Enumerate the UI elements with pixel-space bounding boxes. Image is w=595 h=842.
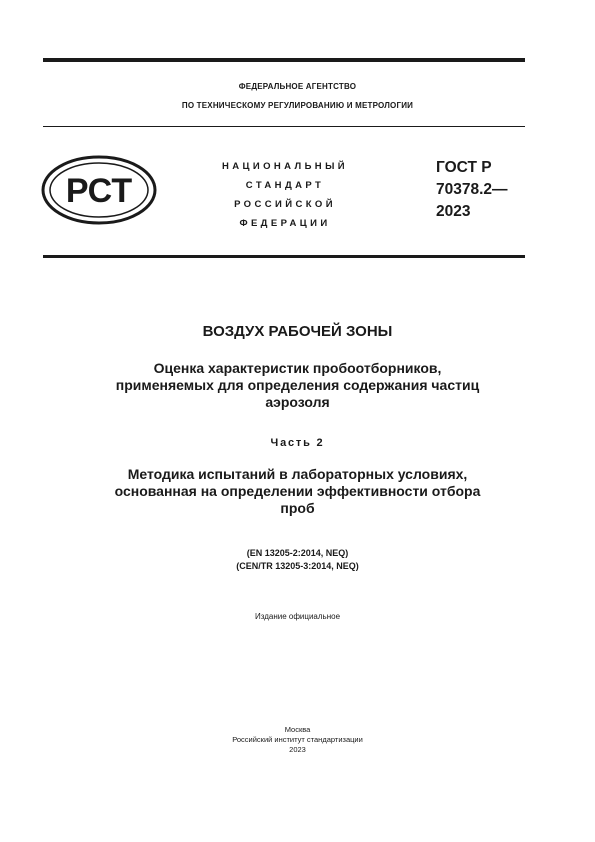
standard-type-line-1: НАЦИОНАЛЬНЫЙ bbox=[222, 161, 348, 172]
part-number: Часть 2 bbox=[270, 437, 325, 449]
part-title-line-1: Методика испытаний в лабораторных условиях, bbox=[127, 466, 468, 482]
reference-1: (EN 13205-2:2014, NEQ) bbox=[246, 548, 349, 558]
designation-line-2: 70378.2— bbox=[436, 181, 508, 198]
imprint-publisher: Российский институт стандартизации bbox=[232, 735, 363, 744]
document-subtitle bbox=[40, 360, 555, 411]
agency-line-2: ПО ТЕХНИЧЕСКОМУ РЕГУЛИРОВАНИЮ И МЕТРОЛОГИИ bbox=[181, 101, 414, 110]
document-title: ВОЗДУХ РАБОЧЕЙ ЗОНЫ bbox=[202, 323, 393, 340]
subtitle-line-2: применяемых для определения содержания частиц bbox=[115, 377, 480, 393]
designation-line-1: ГОСТ Р bbox=[436, 159, 492, 176]
agency-underline bbox=[43, 126, 525, 127]
imprint-year: 2023 bbox=[289, 745, 306, 754]
agency-line-1: ФЕДЕРАЛЬНОЕ АГЕНТСТВО bbox=[238, 82, 357, 91]
edition-note: Издание официальное bbox=[254, 612, 341, 621]
imprint-city: Москва bbox=[284, 725, 311, 734]
logo-letters: РСТ bbox=[65, 172, 133, 210]
imprint bbox=[40, 725, 555, 755]
standard-type bbox=[190, 157, 380, 233]
part-title-line-3: проб bbox=[280, 500, 315, 516]
standard-designation bbox=[436, 157, 526, 223]
subtitle-line-3: аэрозоля bbox=[265, 394, 330, 410]
standard-type-line-2: СТАНДАРТ bbox=[245, 180, 325, 191]
designation-line-3: 2023 bbox=[436, 203, 471, 220]
part-title bbox=[40, 466, 555, 517]
top-rule bbox=[43, 58, 525, 62]
standard-type-line-3: РОССИЙСКОЙ bbox=[234, 199, 336, 210]
header-bottom-rule bbox=[43, 255, 525, 258]
part-title-line-2: основанная на определении эффективности отбора bbox=[114, 483, 481, 499]
references bbox=[40, 547, 555, 573]
subtitle-line-1: Оценка характеристик пробоотборников, bbox=[153, 360, 442, 376]
standard-type-line-4: ФЕДЕРАЦИИ bbox=[239, 218, 331, 229]
rst-logo-icon bbox=[41, 155, 157, 225]
reference-2: (CEN/TR 13205-3:2014, NEQ) bbox=[236, 561, 359, 571]
